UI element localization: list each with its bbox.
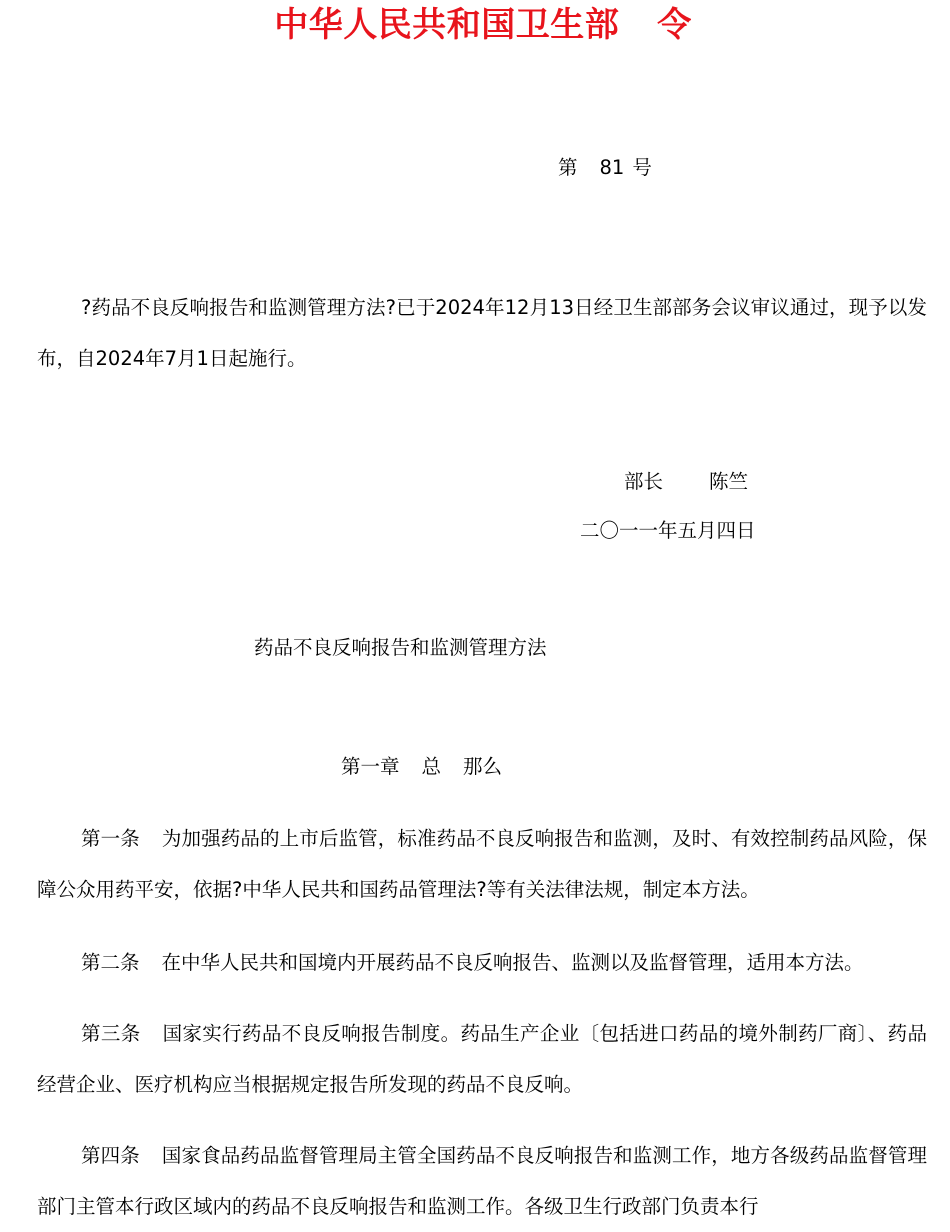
decree-title xyxy=(0,3,950,47)
chapter-heading xyxy=(341,755,502,779)
decree-number xyxy=(558,156,652,180)
article-label: 第三条 xyxy=(81,1022,141,1045)
decree-number-value: 81 xyxy=(599,156,625,179)
article-label: 第一条 xyxy=(81,827,140,850)
article-text: 国家食品药品监督管理局主管全国药品不良反响报告和监测工作，地方各级药品监督管理部门主管本行政区域内的药品不良反响报告和监测工作。各级卫生行政部门负责本行 xyxy=(37,1144,927,1218)
signature-line xyxy=(624,470,748,494)
chapter-title-part1: 总 xyxy=(421,755,442,778)
decree-title-suffix: 令 xyxy=(657,5,692,45)
article-text: 国家实行药品不良反响报告制度。药品生产企业〔包括进口药品的境外制药厂商〕、药品经营企业、医疗机构应当根据规定报告所发现的药品不良反响。 xyxy=(37,1022,927,1096)
article-label: 第四条 xyxy=(81,1144,140,1167)
chapter-number: 第一章 xyxy=(341,755,400,778)
article-2 xyxy=(37,937,942,988)
chapter-title-part2: 那么 xyxy=(463,755,503,778)
article-1 xyxy=(37,813,927,915)
article-text: 为加强药品的上市后监管，标准药品不良反响报告和监测，及时、有效控制药品风险，保障公众用药平安，依据?中华人民共和国药品管理法?等有关法律法规，制定本方法。 xyxy=(37,827,927,901)
article-4 xyxy=(37,1130,927,1232)
article-text: 在中华人民共和国境内开展药品不良反响报告、监测以及监督管理，适用本方法。 xyxy=(161,951,864,974)
preamble-paragraph: ?药品不良反响报告和监测管理方法?已于2024年12月13日经卫生部部务会议审议通过，现予以发布，自2024年7月1日起施行。 xyxy=(37,296,927,370)
signature-date: 二〇一一年五月四日 xyxy=(580,519,756,542)
article-label: 第二条 xyxy=(81,951,140,974)
signature-role: 部长 xyxy=(624,470,664,493)
decree-number-prefix: 第 xyxy=(558,156,578,179)
document-title: 药品不良反响报告和监测管理方法 xyxy=(254,636,547,659)
signature-name: 陈竺 xyxy=(709,470,749,493)
article-3 xyxy=(37,1008,927,1110)
decree-title-main: 中华人民共和国卫生部 xyxy=(274,5,620,45)
decree-number-suffix: 号 xyxy=(632,156,652,179)
